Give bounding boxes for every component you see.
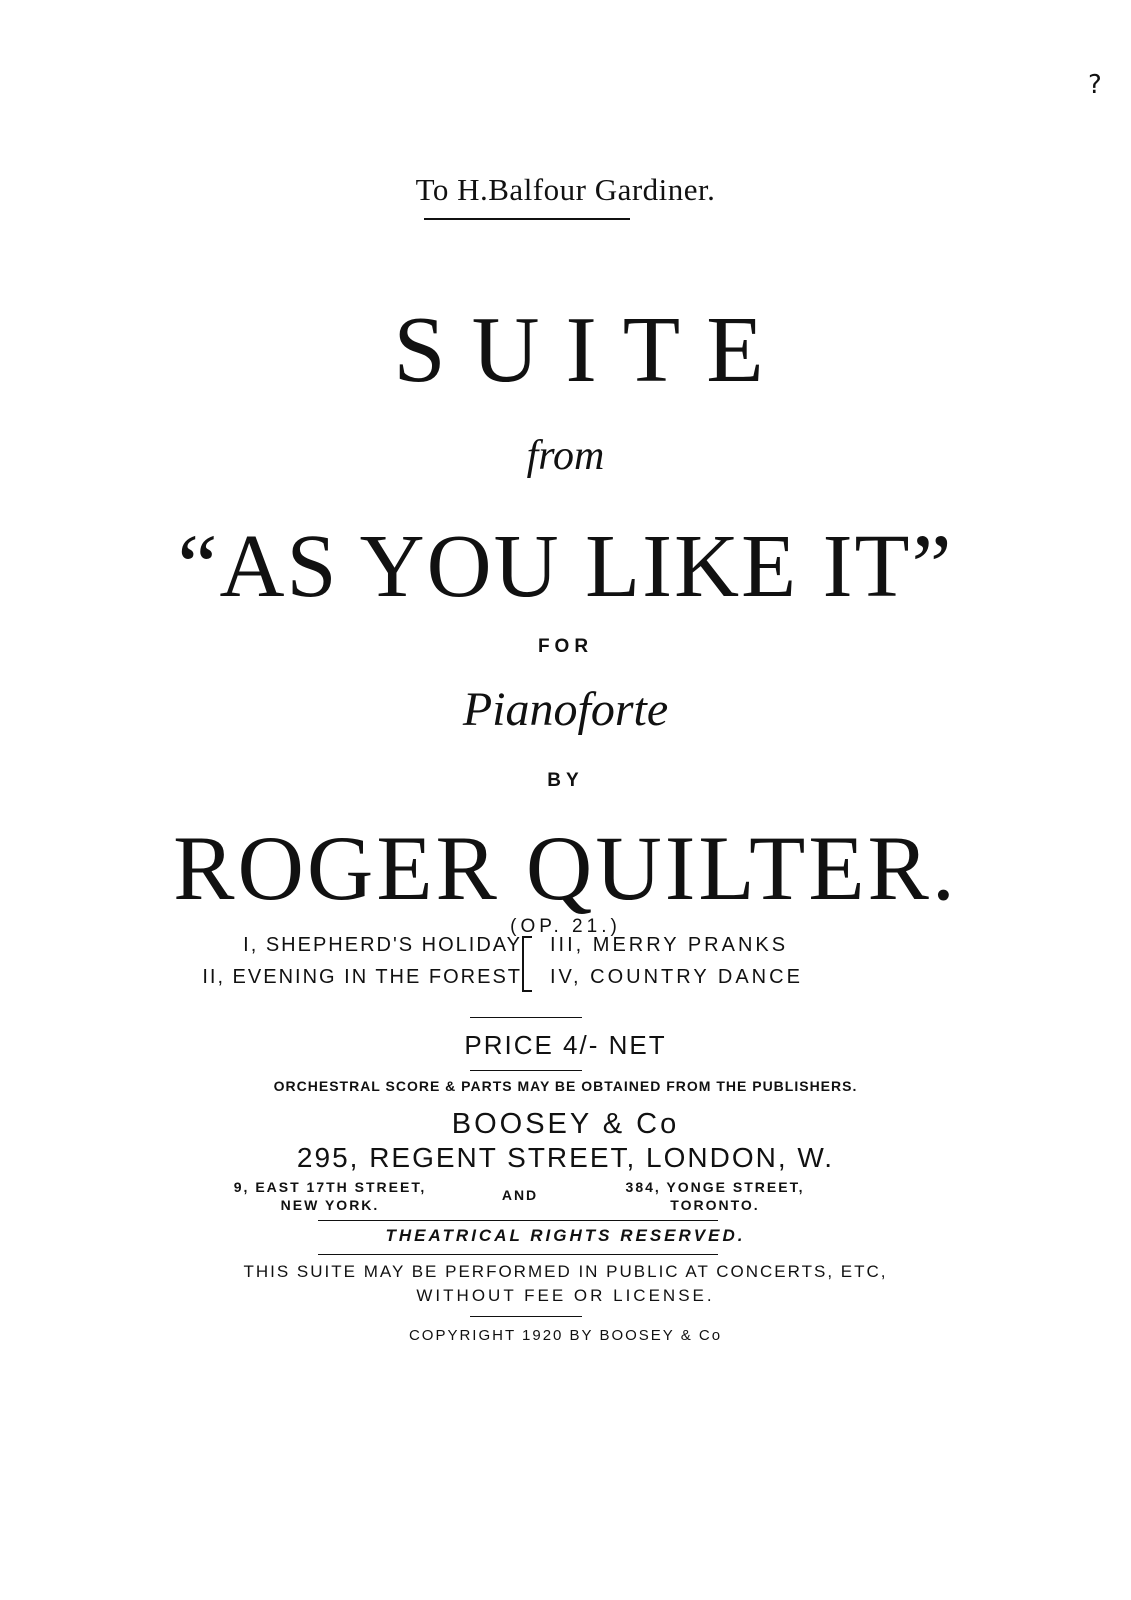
for-text: FOR: [537, 636, 594, 657]
price: PRICE 4/- NET: [464, 1030, 667, 1060]
performance-note-2: WITHOUT FEE OR LICENSE.: [416, 1286, 715, 1305]
branch-and: AND: [501, 1187, 539, 1203]
copyright: COPYRIGHT 1920 BY BOOSEY & Co: [408, 1327, 723, 1344]
by-text: BY: [547, 770, 584, 791]
publisher: BOOSEY & Co: [451, 1108, 680, 1140]
movement-2: II, EVENING IN THE FOREST: [202, 966, 522, 988]
dedication: To H.Balfour Gardiner.: [415, 172, 716, 207]
rights-top-rule: [318, 1220, 718, 1221]
movement-4: IV, COUNTRY DANCE: [550, 966, 803, 988]
branch-toronto-city: TORONTO.: [670, 1197, 760, 1213]
composer: ROGER QUILTER.: [173, 817, 958, 919]
rights-reserved: THEATRICAL RIGHTS RESERVED.: [385, 1226, 746, 1245]
page-corner-mark: ?: [1088, 70, 1102, 100]
orchestral-note: ORCHESTRAL SCORE & PARTS MAY BE OBTAINED FROM THE PUBLISHERS.: [273, 1078, 858, 1094]
instrument: Pianoforte: [462, 683, 669, 736]
performance-note-1: THIS SUITE MAY BE PERFORMED IN PUBLIC AT CONCERTS, ETC,: [243, 1262, 888, 1281]
dedication-rule: [424, 218, 630, 220]
opus-number: (OP. 21.): [510, 916, 621, 937]
price-bottom-rule: [470, 1070, 582, 1071]
publisher-address: 295, REGENT STREET, LONDON, W.: [296, 1142, 835, 1173]
title: SUITE: [393, 298, 790, 402]
from-text: from: [526, 433, 605, 479]
price-top-rule: [470, 1017, 582, 1018]
branch-new-york-street: 9, EAST 17TH STREET,: [233, 1179, 427, 1195]
copyright-rule: [470, 1316, 582, 1317]
movement-3: III, MERRY PRANKS: [550, 934, 789, 956]
branch-new-york-city: NEW YORK.: [280, 1197, 380, 1213]
movement-1: I, SHEPHERD'S HOLIDAY: [243, 934, 522, 956]
branch-new-york: [210, 1178, 450, 1214]
movement-bracket: [522, 936, 524, 992]
rights-bottom-rule: [318, 1254, 718, 1255]
work-title: “AS YOU LIKE IT”: [177, 517, 954, 616]
branch-toronto: [590, 1178, 840, 1214]
branch-toronto-street: 384, YONGE STREET,: [625, 1179, 805, 1195]
